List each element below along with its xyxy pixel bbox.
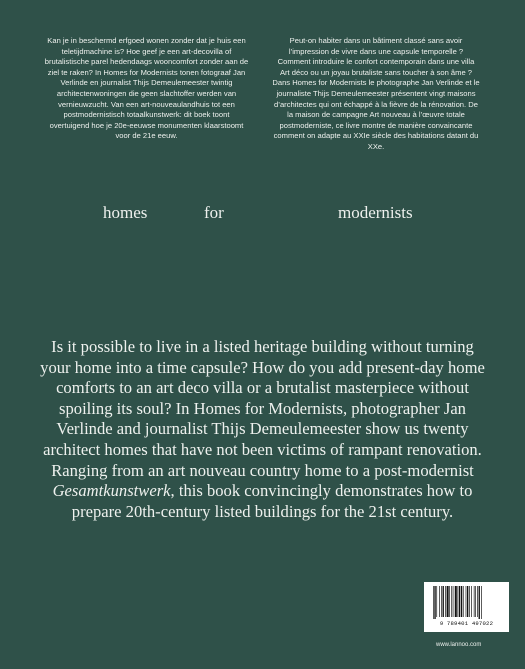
barcode-bar	[478, 586, 479, 619]
barcode-bar	[469, 586, 470, 617]
barcode-bar	[473, 586, 474, 617]
barcode-bar	[457, 586, 458, 617]
title-word-for: for	[204, 203, 224, 222]
barcode-bar	[433, 586, 434, 619]
barcode-bar	[446, 586, 448, 617]
english-blurb	[40, 337, 485, 522]
barcode-bar	[477, 586, 478, 617]
barcode-bar	[475, 586, 476, 617]
barcode-number: 9 789401 497022	[439, 620, 494, 627]
barcode-bar	[465, 586, 466, 617]
english-blurb-part2: , this book convincingly demonstrates how to prepare 20th-century listed buildings for the 21st century.	[71, 481, 473, 521]
barcode-bar	[451, 586, 452, 617]
barcode-bars	[432, 586, 502, 619]
barcode-bar	[460, 586, 461, 617]
french-blurb: Peut-on habiter dans un bâtiment classé sans avoir l’impression de vivre dans une capsule temporelle ? Comment introduire le confort contemporain dans une villa Art déco ou un joyau brutaliste sans toucher à son âme ? Dans Homes for Modernists le photographe Jan Verlinde et le journaliste Thijs Demeulemeester présentent vingt maisons d’architectes qui ont échappé à la fièvre de la rénovation. De la maison de campagne Art nouveau à l’œuvre totale postmoderniste, ce livre montre de manière convaincante comment on adapte au XXIe siècle des habitations datant du XXe.	[272, 36, 480, 151]
barcode-bar	[462, 586, 463, 617]
barcode-bar	[452, 586, 453, 617]
barcode-bar	[454, 586, 456, 617]
dutch-blurb: Kan je in beschermd erfgoed wonen zonder dat je huis een teletijdmachine is? Hoe geef je een art-decovilla of brutalistische parel hedendaags wooncomfort zonder aan de ziel te raken? In Homes for Modernists tonen fotograaf Jan Verlinde en journalist Thijs Demeulemeester twintig architectenwoningen die geen slachtoffer werden van vernieuwzucht. Van een art-nouveaulandhuis tot een postmodernistisch totaalkunstwerk: dit boek toont overtuigend hoe je 20e-eeuwse monumenten klaarstoomt voor de 21e eeuw.	[44, 36, 249, 141]
barcode-bar	[436, 586, 437, 617]
barcode-bar	[434, 586, 435, 619]
barcode-bar	[449, 586, 450, 617]
barcode-bar	[458, 586, 459, 617]
english-blurb-part1: Is it possible to live in a listed heritage building without turning your home into a time capsule? How do you add present-day home comforts to an art deco villa or a brutalist masterpiece without spoiling its soul? In Homes for Modernists, photographer Jan Verlinde and journalist Thijs Demeulemeester show us twenty architect homes that have not been victims of rampant renovation. Ranging from an art nouveau country home to a post-modernist	[40, 337, 485, 480]
barcode-bar	[471, 586, 472, 617]
barcode-bar	[481, 586, 482, 619]
barcode-bar	[439, 586, 440, 617]
barcode-bar	[442, 586, 443, 617]
publisher-website: www.lannoo.com	[436, 642, 482, 648]
isbn-barcode	[424, 582, 509, 632]
barcode-bar	[467, 586, 468, 617]
title-word-homes: homes	[103, 203, 148, 222]
english-blurb-italic-term: Gesamtkunstwerk	[52, 481, 171, 501]
barcode-bar	[441, 586, 442, 617]
title-word-modernists: modernists	[338, 203, 413, 222]
barcode-bar	[445, 586, 446, 617]
